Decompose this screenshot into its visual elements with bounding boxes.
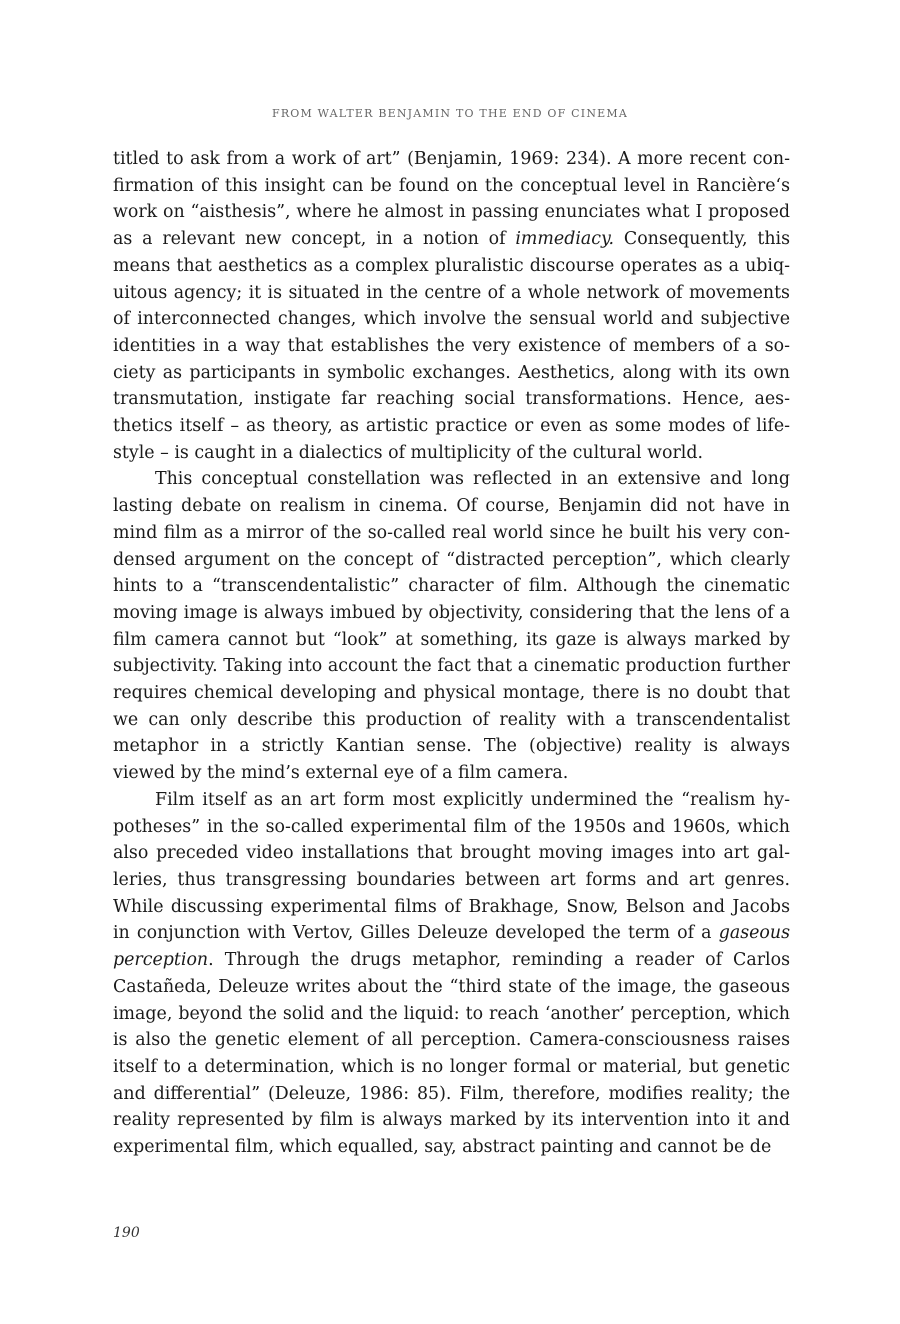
page-number: 190: [113, 1225, 140, 1241]
paragraph-2: [113, 466, 790, 786]
paragraph-3-segment-1: Film itself as an art form most explicitly undermined the “realism hypotheses” in the so-called experimental film of the 1950s and 1960s, which also preceded video installations that brought moving images into art galleries, thus transgressing boundaries between art forms and art genres. While discussing experimental films of Brakhage, Snow, Belson and Jacobs in conjunction with Vertov, Gilles Deleuze developed the term of a: [113, 789, 790, 944]
paragraph-1-italic-term: immediacy.: [515, 229, 615, 250]
paragraph-3: [113, 787, 790, 1161]
paragraph-1-segment-1: titled to ask from a work of art” (Benjamin, 1969: 234). A more recent confirmation of this insight can be found on the conceptual level in Rancière‘s work on “aisthesis”, where he almost in passing enunciates what I proposed as a relevant new concept, in a notion of: [113, 149, 790, 250]
paragraph-1-segment-3: Consequently, this means that aesthetics as a complex pluralistic discourse operates as a ubiquitous agency; it is situated in the centre of a whole network of movements of interconnected changes, which involve the sensual world and subjective identities in a way that establishes the very existence of members of a society as participants in symbolic exchanges. Aesthetics, along with its own transmutation, instigate far reaching social transformations. Hence, aesthetics itself – as theory, as artistic practice or even as some modes of lifestyle – is caught in a dialectics of multiplicity of the cultural world.: [113, 229, 791, 463]
paragraph-3-segment-3: . Through the drugs metaphor, reminding a reader of Carlos Castañeda, Deleuze writes about the “third state of the image, the gaseous image, beyond the solid and the liquid: to reach ‘another’ perception, which is also the genetic element of all perception. Camera-consciousness raises itself to a determination, which is no longer formal or material, but genetic and differential” (Deleuze, 1986: 85). Film, therefore, modifies reality; the reality represented by film is always marked by its intervention into it and experimental film, which equalled, say, abstract painting and cannot be de: [113, 950, 790, 1158]
paragraph-1: [113, 146, 790, 466]
running-header: FROM WALTER BENJAMIN TO THE END OF CINEMA: [271, 107, 629, 120]
paragraph-3-italic-term: gaseous perception: [113, 923, 790, 971]
body-text: [113, 146, 790, 1161]
paragraph-2-segment-1: This conceptual constellation was reflected in an extensive and long lasting debate on realism in cinema. Of course, Benjamin did not have in mind film as a mirror of the so-called real world since he built his very condensed argument on the concept of “distracted perception”, which clearly hints to a “transcendentalistic” character of film. Although the cinematic moving image is always imbued by objectivity, considering that the lens of a film camera cannot but “look” at something, its gaze is always marked by subjectivity. Taking into account the fact that a cinematic production further requires chemical developing and physical montage, there is no doubt that we can only describe this production of reality with a transcendentalist metaphor in a strictly Kantian sense. The (objective) reality is always viewed by the mind’s external eye of a film camera.: [113, 469, 790, 784]
